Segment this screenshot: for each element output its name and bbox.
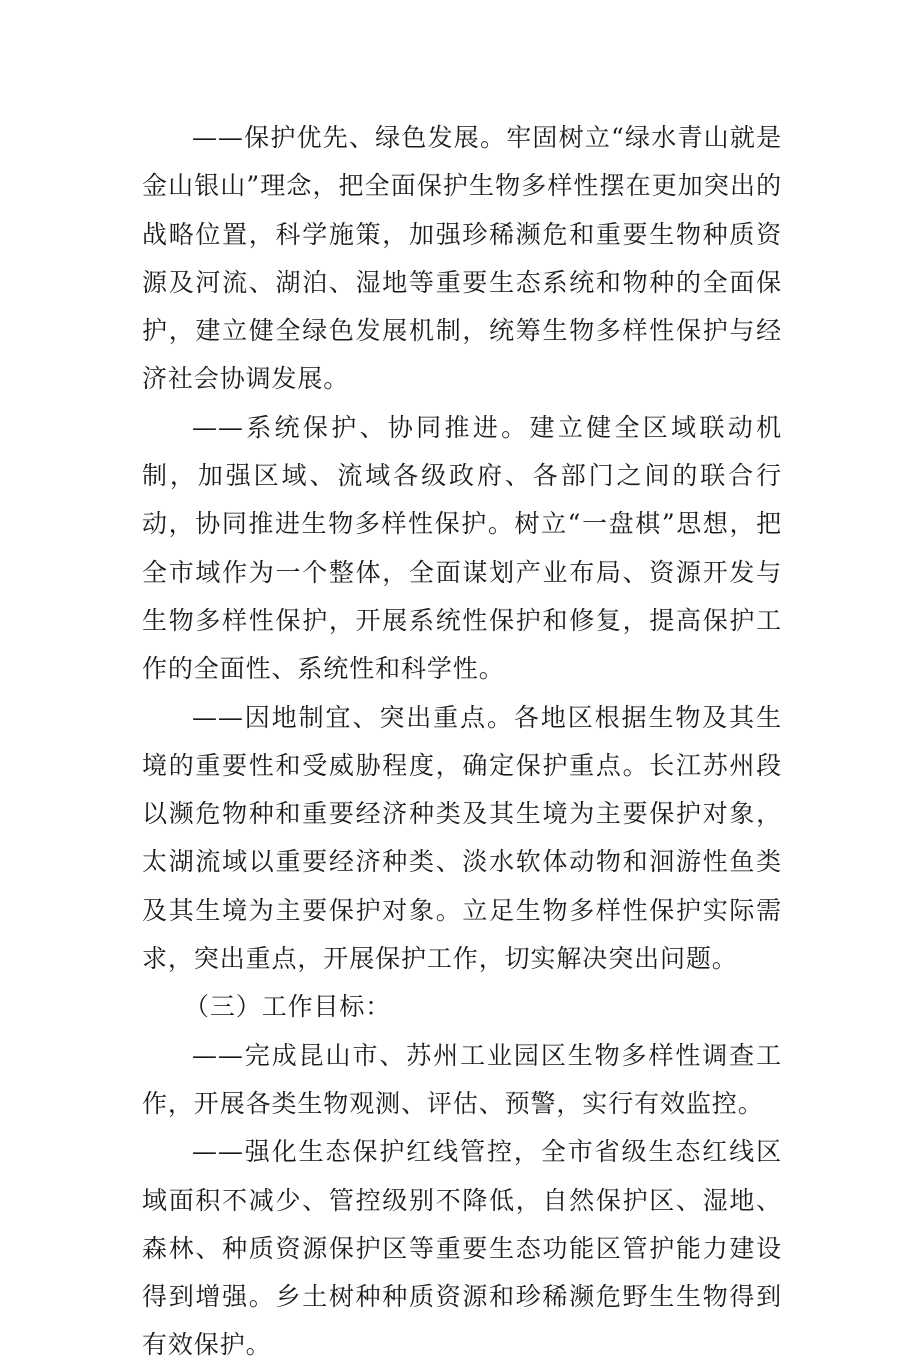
- principle-paragraph-local-conditions: ——因地制宜、突出重点。各地区根据生物及其生境的重要性和受威胁程度，确定保护重点。长江苏州段以濒危物种和重要经济种类及其生境为主要保护对象，太湖流域以重要经济种类、淡水软体动物和洄游性鱼类及其生境为主要保护对象。立足生物多样性保护实际需求，突出重点，开展保护工作，切实解决突出问题。: [142, 702, 782, 974]
- goal-paragraph-survey: ——完成昆山市、苏州工业园区生物多样性调查工作，开展各类生物观测、评估、预警，实行有效监控。: [142, 1040, 782, 1118]
- document-body: [142, 114, 782, 1370]
- goal-paragraph-ecological-redline: ——强化生态保护红线管控，全市省级生态红线区域面积不减少、管控级别不降低，自然保护区、湿地、森林、种质资源保护区等重要生态功能区管护能力建设得到增强。乡土树种种质资源和珍稀濒危野生生物得到有效保护。: [142, 1137, 782, 1360]
- principle-paragraph-systematic-protection: ——系统保护、协同推进。建立健全区域联动机制，加强区域、流域各级政府、各部门之间的联合行动，协同推进生物多样性保护。树立“一盘棋”思想，把全市域作为一个整体，全面谋划产业布局、资源开发与生物多样性保护，开展系统性保护和修复，提高保护工作的全面性、系统性和科学性。: [142, 412, 782, 684]
- principle-paragraph-green-development: ——保护优先、绿色发展。牢固树立“绿水青山就是金山银山”理念，把全面保护生物多样性摆在更加突出的战略位置，科学施策，加强珍稀濒危和重要生物种质资源及河流、湖泊、湿地等重要生态系统和物种的全面保护，建立健全绿色发展机制，统筹生物多样性保护与经济社会协调发展。: [142, 123, 782, 394]
- section-heading-work-goals: （三）工作目标：: [184, 992, 392, 1022]
